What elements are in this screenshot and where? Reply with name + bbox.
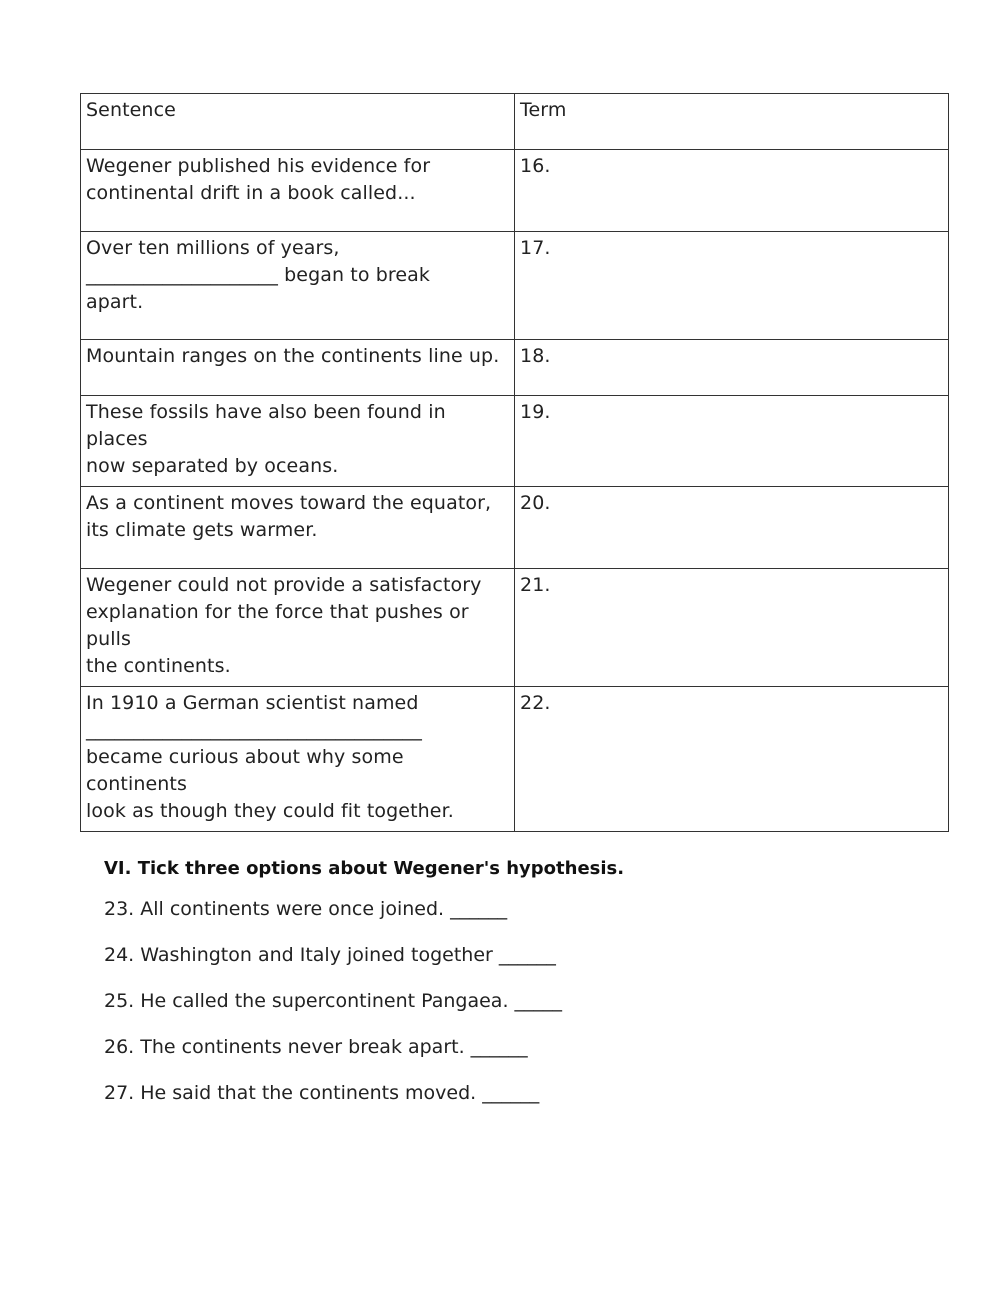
term-number: 16. [520, 155, 551, 177]
term-cell[interactable] [515, 569, 949, 687]
sentence-cell [81, 687, 515, 832]
table-row [81, 340, 949, 396]
sentence-term-table [80, 93, 949, 832]
term-cell[interactable] [515, 687, 949, 832]
sentence-cell [81, 396, 515, 487]
term-number: 20. [520, 492, 551, 514]
table-row [81, 232, 949, 340]
section-title: VI. Tick three options about Wegener's hypothesis. [104, 858, 625, 879]
table-row [81, 687, 949, 832]
list-item[interactable]: 27. He said that the continents moved. ______ [104, 1082, 540, 1104]
table-row [81, 569, 949, 687]
list-item[interactable]: 26. The continents never break apart. ______ [104, 1036, 528, 1058]
sentence-cell [81, 232, 515, 340]
table-row [81, 150, 949, 232]
sentence-text: Wegener published his evidence for continental drift in a book called... [86, 155, 431, 204]
header-term [515, 94, 949, 150]
sentence-text: Over ten millions of years, ____________________ began to break apart. [86, 237, 430, 313]
sentence-cell [81, 569, 515, 687]
sentence-text: These fossils have also been found in places now separated by oceans. [86, 401, 446, 477]
term-number: 19. [520, 401, 551, 423]
term-cell[interactable] [515, 340, 949, 396]
list-item[interactable]: 23. All continents were once joined. ______ [104, 898, 508, 920]
sentence-text: As a continent moves toward the equator, its climate gets warmer. [86, 492, 492, 541]
term-number: 18. [520, 345, 551, 367]
sentence-text: Wegener could not provide a satisfactory explanation for the force that pushes or pulls the continents. [86, 574, 482, 677]
table-row [81, 487, 949, 569]
table-row [81, 396, 949, 487]
sentence-text: In 1910 a German scientist named ___________________________________ became curious about why some continents look as though they could fit together. [86, 692, 454, 822]
sentence-cell [81, 487, 515, 569]
term-cell[interactable] [515, 396, 949, 487]
term-number: 21. [520, 574, 551, 596]
term-cell[interactable] [515, 232, 949, 340]
sentence-cell [81, 340, 515, 396]
list-item[interactable]: 25. He called the supercontinent Pangaea. _____ [104, 990, 563, 1012]
sentence-cell [81, 150, 515, 232]
hypothesis-section [104, 856, 924, 1126]
term-number: 17. [520, 237, 551, 259]
header-term-label: Term [520, 99, 567, 121]
term-cell[interactable] [515, 150, 949, 232]
sentence-text: Mountain ranges on the continents line up. [86, 345, 500, 367]
table-header-row [81, 94, 949, 150]
header-sentence-label: Sentence [86, 99, 176, 121]
list-item[interactable]: 24. Washington and Italy joined together ______ [104, 944, 556, 966]
header-sentence [81, 94, 515, 150]
term-number: 22. [520, 692, 551, 714]
term-cell[interactable] [515, 487, 949, 569]
